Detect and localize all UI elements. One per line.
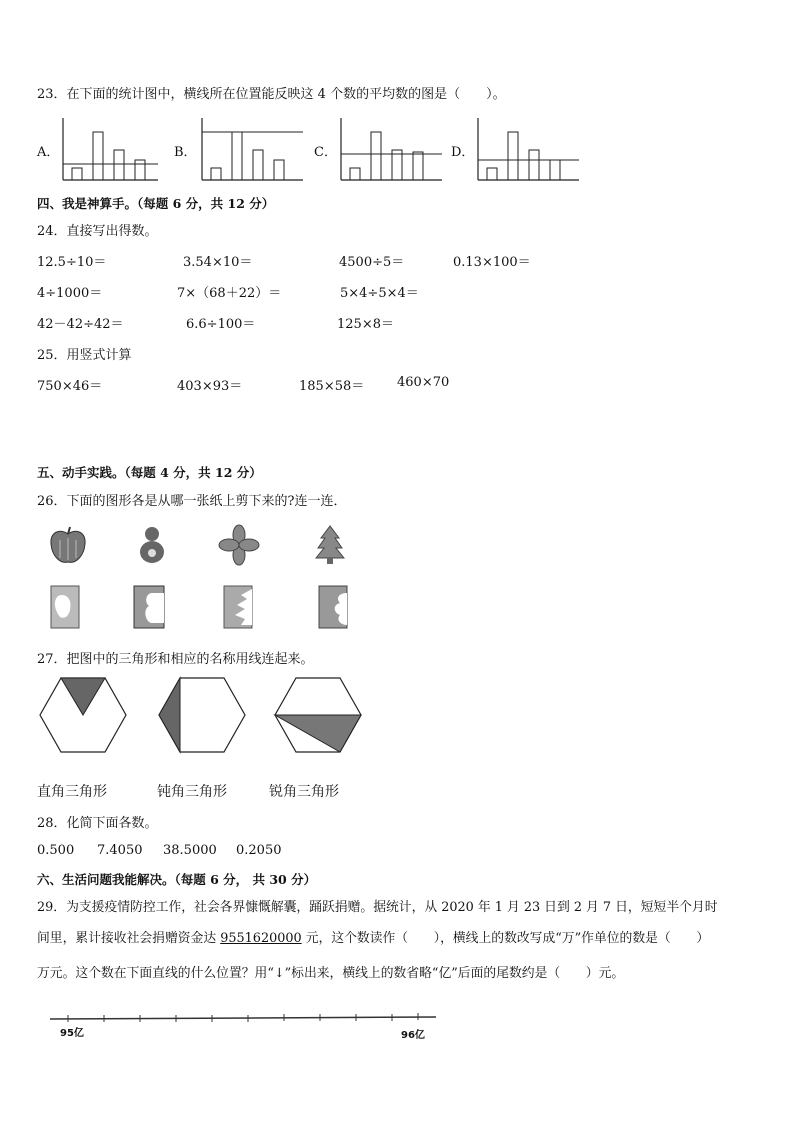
question-29-line-2	[37, 927, 709, 946]
q24-item: 6.6÷100＝	[186, 317, 256, 332]
question-29-line-1: 29．为支援疫情防控工作，社会各界慷慨解囊，踊跃捐赠。据统计，从 2020 年 1 月 23 日到 2 月 7 日，短短半个月时	[37, 900, 718, 915]
q24-item: 4÷1000＝	[37, 286, 103, 301]
q24-item: 42－42÷42＝	[37, 317, 124, 332]
question-23-text: 23．在下面的统计图中，横线所在位置能反映这 4 个数的平均数的图是（ ）。	[37, 87, 506, 102]
q28-item: 0.2050	[236, 843, 282, 858]
q25-item: 185×58＝	[299, 379, 365, 394]
option-c-bar-chart	[338, 116, 444, 182]
hexagon-with-obtuse-triangle	[157, 676, 247, 756]
apple-shape	[48, 526, 88, 566]
option-a-bar-chart	[60, 116, 160, 182]
question-24-title: 24．直接写出得数。	[37, 224, 158, 239]
tree-shape	[315, 524, 345, 566]
q29-line2-start: 间里，累计接收社会捐赠资金达	[37, 931, 221, 946]
option-d-bar-chart	[475, 116, 581, 182]
question-26-title: 26．下面的图形各是从哪一张纸上剪下来的?连一连．	[37, 494, 347, 509]
gourd-shape	[135, 524, 169, 566]
option-a-label: A．	[37, 145, 60, 160]
section-5-heading: 五、动手实践。（每题 4 分，共 12 分）	[37, 465, 262, 480]
q28-item: 7.4050	[97, 843, 143, 858]
question-27-title: 27．把图中的三角形和相应的名称用线连起来。	[37, 652, 314, 667]
axis-label-96: 96亿	[401, 1030, 425, 1041]
option-c-label: C．	[314, 145, 337, 160]
label-obtuse-triangle: 钝角三角形	[157, 784, 227, 800]
q28-item: 38.5000	[163, 843, 217, 858]
section-4-heading: 四、我是神算手。（每题 6 分，共 12 分）	[37, 196, 275, 211]
cut-paper-a	[50, 585, 80, 629]
label-right-triangle: 直角三角形	[37, 784, 107, 800]
option-b-label: B．	[174, 145, 197, 160]
number-line	[48, 1012, 438, 1026]
question-29-line-3: 万元。这个数在下面直线的什么位置？用“↓”标出来，横线上的数省略“亿”后面的尾数约是（ ）元。	[37, 966, 625, 981]
option-d-label: D．	[451, 145, 475, 160]
q29-amount: 9551620000	[220, 931, 302, 946]
cut-paper-c	[223, 585, 253, 629]
flower-shape	[218, 524, 260, 566]
cut-paper-d	[318, 585, 348, 629]
axis-label-95: 95亿	[60, 1028, 84, 1039]
question-25-title: 25．用竖式计算	[37, 348, 132, 363]
hexagon-with-right-triangle	[38, 676, 128, 756]
section-6-heading: 六、生活问题我能解决。（每题 6 分， 共 30 分）	[37, 872, 317, 887]
q24-item: 3.54×10＝	[183, 255, 253, 270]
q28-item: 0.500	[37, 843, 75, 858]
q25-item: 403×93＝	[177, 379, 243, 394]
question-28-title: 28．化简下面各数。	[37, 816, 158, 831]
label-acute-triangle: 锐角三角形	[269, 784, 339, 800]
q24-item: 7×（68＋22）＝	[177, 286, 282, 301]
q24-item: 125×8＝	[337, 317, 394, 332]
q24-item: 5×4÷5×4＝	[340, 286, 419, 301]
q29-line2-end: 元，这个数读作（ ），横线上的数改写成“万”作单位的数是（ ）	[301, 931, 710, 946]
option-b-bar-chart	[199, 116, 305, 182]
q24-item: 12.5÷10＝	[37, 255, 107, 270]
q25-item: 460×70	[397, 375, 450, 390]
q24-item: 0.13×100＝	[453, 255, 531, 270]
cut-paper-b	[133, 585, 165, 629]
q24-item: 4500÷5＝	[339, 255, 405, 270]
hexagon-with-acute-triangle	[273, 676, 363, 756]
q25-item: 750×46＝	[37, 379, 103, 394]
